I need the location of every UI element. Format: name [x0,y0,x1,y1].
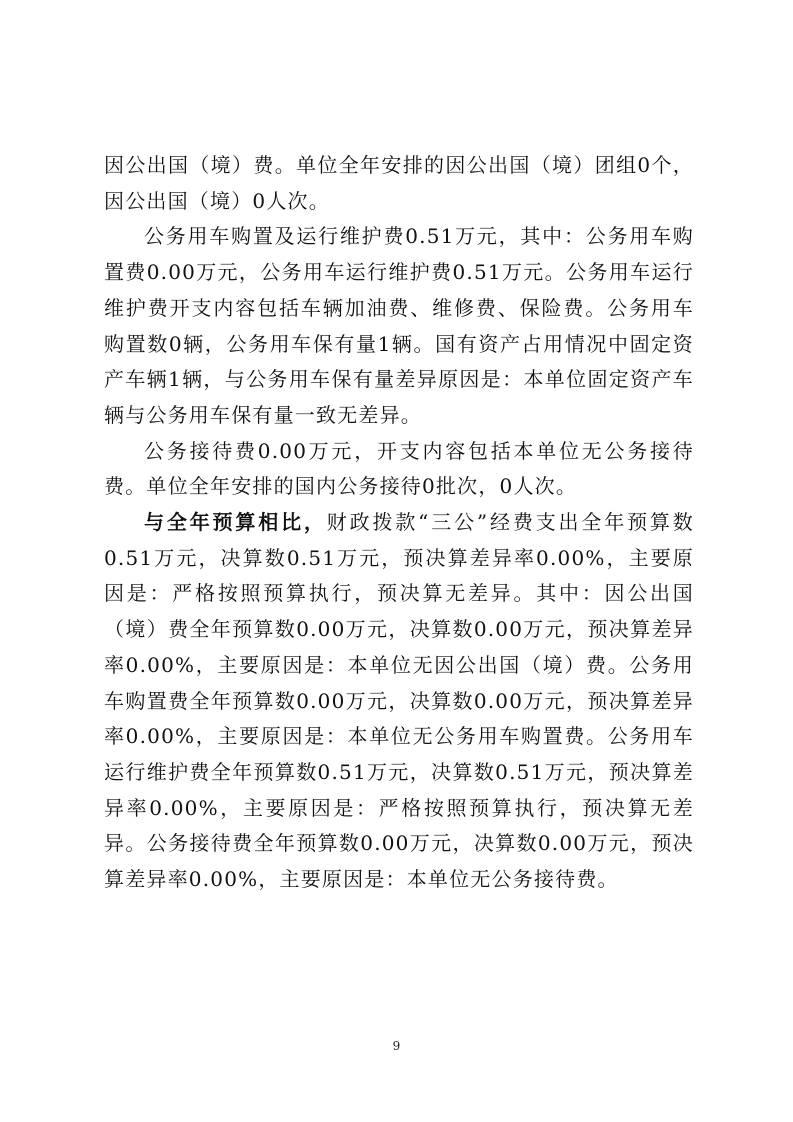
page-number: 9 [392,1039,401,1053]
paragraph-budget-comparison [104,505,694,898]
paragraph-official-reception: 公务接待费0.00万元，开支内容包括本单位无公务接待费。单位全年安排的国内公务接待0批次，0人次。 [104,438,694,499]
budget-comparison-text: 财政拨款“三公”经费支出全年预算数0.51万元，决算数0.51万元，预决算差异率0.00%，主要原因是：严格按照预算执行，预决算无差异。其中：因公出国（境）费全年预算数0.00万元，决算数0.00万元，预决算差异率0.00%，主要原因是：本单位无因公出国（境）费。公务用车购置费全年预算数0.00万元，决算数0.00万元，预决算差异率0.00%，主要原因是：本单位无公务用车购置费。公务用车运行维护费全年预算数0.51万元，决算数0.51万元，预决算差异率0.00%，主要原因是：严格按照预算执行，预决算无差异。公务接待费全年预算数0.00万元，决算数0.00万元，预决算差异率0.00%，主要原因是：本单位无公务接待费。 [104,510,694,892]
body-text [104,148,694,898]
paragraph-official-vehicles: 公务用车购置及运行维护费0.51万元，其中：公务用车购置费0.00万元，公务用车运行维护费0.51万元。公务用车运行维护费开支内容包括车辆加油费、维修费、保险费。公务用车购置数0辆，公务用车保有量1辆。国有资产占用情况中固定资产车辆1辆，与公务用车保有量差异原因是：本单位固定资产车辆与公务用车保有量一致无差异。 [104,224,694,427]
budget-comparison-lead: 与全年预算相比， [144,510,327,535]
paragraph-overseas-travel: 因公出国（境）费。单位全年安排的因公出国（境）团组0个，因公出国（境）0人次。 [104,153,694,213]
